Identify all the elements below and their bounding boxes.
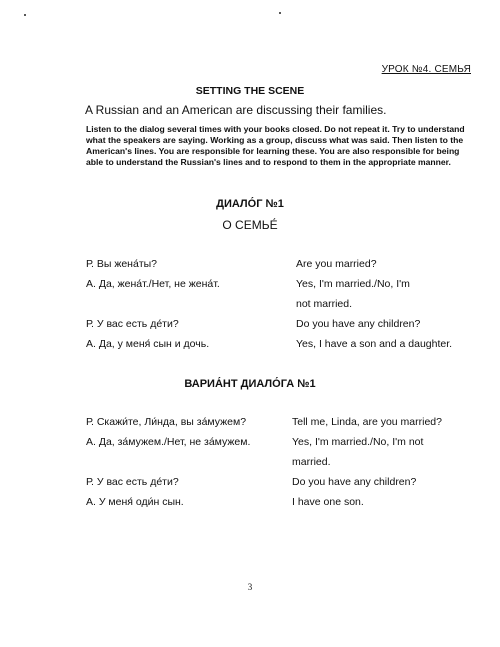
- dialog2-ru-line: Р. Скажи́те, Ли́нда, вы за́мужем?: [86, 416, 247, 428]
- page-number: 3: [247, 582, 253, 592]
- dialog1-ru-line: Р. Вы жена́ты?: [86, 258, 158, 270]
- lesson-header: УРОК №4. СЕМЬЯ: [381, 64, 471, 75]
- dialog2-en-line: Do you have any children?: [292, 476, 417, 488]
- dialog1-title: ДИАЛО́Г №1: [216, 198, 284, 210]
- scan-speck: [24, 14, 26, 16]
- scan-speck: [279, 12, 281, 14]
- intro-text: A Russian and an American are discussing their families.: [85, 103, 387, 117]
- dialog2-ru-line: Р. У вас есть де́ти?: [86, 476, 179, 488]
- section-title: SETTING THE SCENE: [195, 85, 305, 97]
- dialog2-ru-line: А. У меня́ оди́н сын.: [86, 496, 184, 508]
- dialog2-en-line: Tell me, Linda, are you married?: [292, 416, 442, 428]
- dialog1-en-line: Yes, I'm married./No, I'm: [296, 278, 410, 290]
- dialog1-ru-line: А. Да, у меня́ сын и дочь.: [86, 338, 210, 350]
- instructions-paragraph: [86, 124, 478, 168]
- dialog2-en-line: married.: [292, 456, 331, 468]
- dialog1-ru-line: Р. У вас есть де́ти?: [86, 318, 179, 330]
- dialog1-subtitle: О СЕМЬЕ́: [222, 218, 278, 232]
- dialog1-ru-line: А. Да, жена́т./Нет, не жена́т.: [86, 278, 220, 290]
- dialog2-title: ВАРИА́НТ ДИАЛО́ГА №1: [184, 378, 316, 390]
- dialog2-en-line: Yes, I'm married./No, I'm not: [292, 436, 424, 448]
- dialog1-en-line: Yes, I have a son and a daughter.: [296, 338, 453, 350]
- dialog2-en-line: I have one son.: [292, 496, 364, 508]
- instructions-text: Listen to the dialog several times with your books closed. Do not repeat it. Try to understand what the speakers are saying. Working as a group, discuss what was said. Then listen to the American's lines. You are responsible for learning these. You are also responsible for being able to understand the Russian's lines and to respond to them in the appropriate manner.: [86, 124, 465, 167]
- dialog1-en-line: Are you married?: [296, 258, 377, 270]
- dialog1-en-line: Do you have any children?: [296, 318, 421, 330]
- dialog2-ru-line: А. Да, за́мужем./Нет, не за́мужем.: [86, 436, 251, 448]
- dialog1-en-line: not married.: [296, 298, 353, 310]
